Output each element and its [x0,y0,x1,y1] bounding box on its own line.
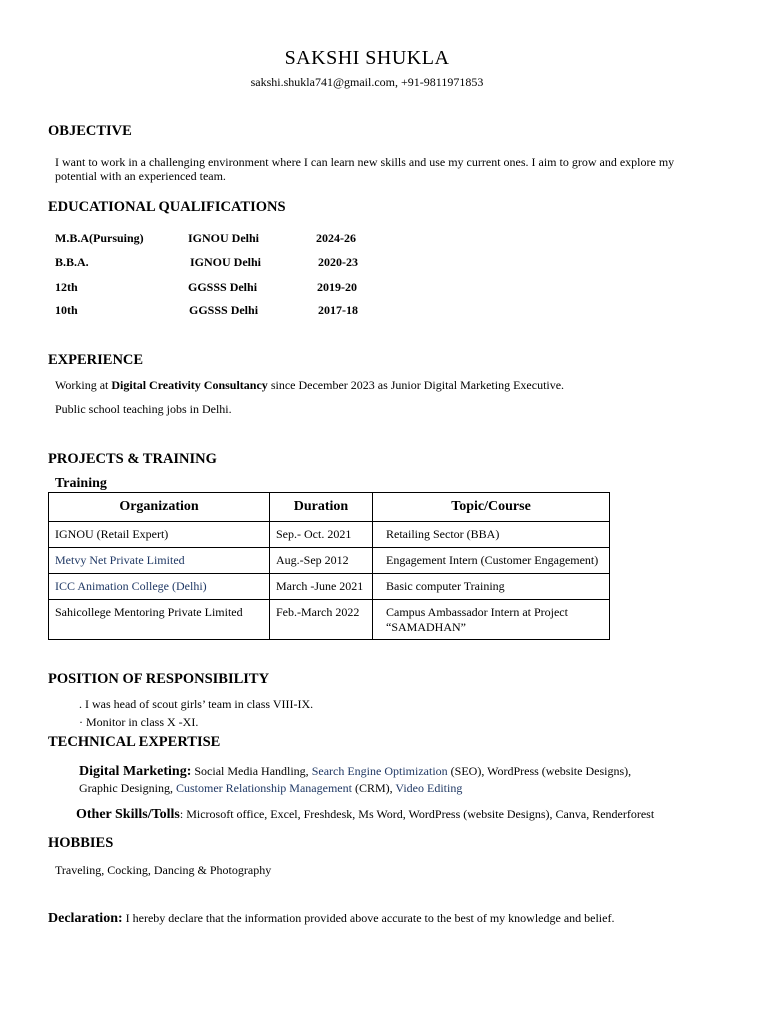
experience-line-2: Public school teaching jobs in Delhi. [55,402,232,416]
cell-duration: Sep.- Oct. 2021 [270,522,373,548]
edu-year-1: 2024-26 [316,231,356,245]
cell-org: Sahicollege Mentoring Private Limited [49,600,270,640]
education-heading: EDUCATIONAL QUALIFICATIONS [48,199,286,215]
declaration-label: Declaration: [48,911,123,926]
training-header-row [49,493,610,522]
edu-institute-4: GGSSS Delhi [189,303,259,317]
dm-label: Digital Marketing: [79,764,192,779]
hobbies-heading: HOBBIES [48,835,114,851]
other-skills-label: Other Skills/Tolls [76,807,180,822]
training-subheading: Training [55,476,107,491]
edu-degree-3: 12th [55,280,78,294]
experience-suffix: since December 2023 as Junior Digital Marketing Executive. [267,378,565,392]
digital-marketing-skills [79,763,739,796]
experience-heading: EXPERIENCE [48,352,144,368]
declaration-text: I hereby declare that the information provided above accurate to the best of my knowledge and belief. [122,911,615,925]
table-row [49,548,610,574]
other-skills [76,807,756,822]
edu-degree-1: M.B.A(Pursuing) [55,231,144,245]
edu-year-3: 2019-20 [317,280,357,294]
dm-video: Video Editing [395,781,463,795]
dm-line-1 [79,763,739,780]
email-text: sakshi.shukla741@gmail.com [250,75,396,89]
cell-duration: Aug.-Sep 2012 [270,548,373,574]
edu-institute-2: IGNOU Delhi [190,255,262,269]
edu-year-2: 2020-23 [318,255,358,269]
other-skills-text: : Microsoft office, Excel, Freshdesk, Ms Word, WordPress (website Designs), Canva, Renderforest [179,807,655,821]
cell-org: ICC Animation College (Delhi) [49,574,270,600]
responsibility-item: · Monitor in class X -XI. [79,715,199,729]
experience-line-1 [55,378,564,392]
responsibility-item: . I was head of scout girls’ team in class VIII-IX. [79,697,314,711]
dm-text-2: (SEO), WordPress (website Designs), [447,764,632,778]
cell-duration: Feb.-March 2022 [270,600,373,640]
cell-org: Metvy Net Private Limited [49,548,270,574]
experience-prefix: Working at [55,378,112,392]
edu-institute-3: GGSSS Delhi [188,280,258,294]
edu-degree-4: 10th [55,303,78,317]
dm-line-2 [79,780,739,796]
dm-crm: Customer Relationship Management [175,781,352,795]
cell-topic: Retailing Sector (BBA) [373,522,610,548]
cell-topic: Basic computer Training [373,574,610,600]
dm-text-4: (CRM), [351,781,396,795]
col-duration: Duration [270,493,373,522]
dm-text-3: Graphic Designing, [79,781,176,795]
contact-line [0,75,734,90]
dm-seo: Search Engine Optimization [311,764,448,778]
objective-line-1: I want to work in a challenging environment where I can learn new skills and use my current ones. I aim to grow and explore my [55,155,675,169]
responsibility-heading: POSITION OF RESPONSIBILITY [48,671,270,687]
hobbies-text: Traveling, Cocking, Dancing & Photography [55,863,272,877]
edu-degree-2: B.B.A. [55,255,89,269]
objective-heading: OBJECTIVE [48,123,132,139]
phone-text: +91-9811971853 [401,75,484,89]
col-organization: Organization [49,493,270,522]
dm-text-1: Social Media Handling, [191,764,312,778]
cell-org: IGNOU (Retail Expert) [49,522,270,548]
training-table [48,492,610,640]
edu-year-4: 2017-18 [318,303,358,317]
declaration [48,911,738,926]
table-row [49,522,610,548]
table-row [49,574,610,600]
edu-institute-1: IGNOU Delhi [188,231,260,245]
experience-company: Digital Creativity Consultancy [111,378,268,392]
cell-topic: Campus Ambassador Intern at Project “SAMADHAN” [373,600,610,640]
col-topic: Topic/Course [373,493,610,522]
cell-duration: March -June 2021 [270,574,373,600]
table-row [49,600,610,640]
projects-heading: PROJECTS & TRAINING [48,451,217,467]
contact-separator: , [395,75,402,89]
cell-topic: Engagement Intern (Customer Engagement) [373,548,610,574]
technical-heading: TECHNICAL EXPERTISE [48,734,221,750]
candidate-name: SAKSHI SHUKLA [284,47,450,69]
objective-text [55,155,735,183]
objective-line-2: potential with an experienced team. [55,169,226,183]
